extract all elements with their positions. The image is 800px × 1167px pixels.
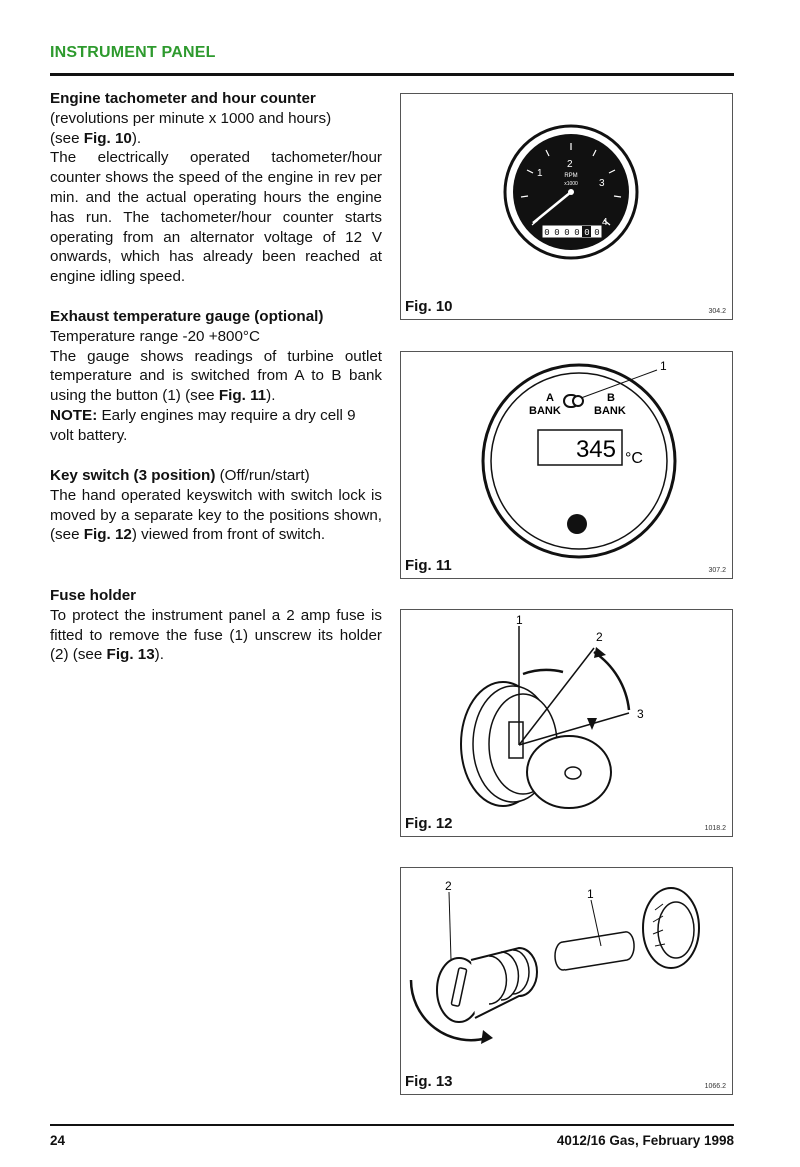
figure-11 [400, 351, 733, 579]
page-number: 24 [50, 1133, 66, 1148]
tach-scale-label: 2 [567, 159, 573, 170]
hour-digit: 0 [544, 228, 550, 238]
figure-code: 1018.2 [704, 825, 726, 832]
figure-caption: Fig. 10 [405, 298, 453, 315]
bank-b-label: BANK [594, 405, 626, 417]
note-label: NOTE: [50, 406, 98, 424]
page-header: INSTRUMENT PANEL [50, 44, 216, 61]
footer-rule [50, 1124, 734, 1126]
section-key-switch [50, 466, 382, 545]
header-rule [50, 73, 734, 76]
label-b: B [607, 392, 615, 404]
temperature-reading: 345 [575, 436, 616, 463]
hour-digit: 0 [564, 228, 570, 238]
hour-digit: 0 [574, 228, 580, 238]
note: NOTE: Early engines may require a dry cell 9 volt battery. [50, 406, 356, 444]
key-switch-illustration [401, 610, 732, 836]
figure-code: 307.2 [708, 567, 726, 574]
tach-scale-label: 4 [602, 217, 608, 228]
fig-ref[interactable]: Fig. 10 [83, 129, 132, 147]
fig-ref[interactable]: Fig. 11 [218, 387, 267, 405]
section-subtitle: (revolutions per minute x 1000 and hours) [50, 109, 332, 127]
document-id: 4012/16 Gas, February 1998 [556, 1133, 734, 1148]
section-subtitle: Temperature range -20 +800°C [50, 327, 260, 345]
figure-13 [400, 867, 733, 1095]
tach-scale-label: 3 [599, 178, 605, 189]
figure-code: 1066.2 [704, 1083, 726, 1090]
fuse-holder-illustration [401, 868, 732, 1094]
figure-10 [400, 93, 733, 320]
section-title: Engine tachometer and hour counter [50, 90, 316, 107]
fig-ref[interactable]: Fig. 12 [83, 526, 132, 544]
callout-number: 1 [516, 613, 523, 627]
section-fuse-holder [50, 586, 382, 665]
temperature-unit: °C [625, 450, 643, 467]
indicator-dot [567, 514, 587, 534]
section-title: Exhaust temperature gauge (optional) [50, 308, 324, 325]
figure-code: 304.2 [708, 308, 726, 315]
section-body: The electrically operated tachometer/hour counter shows the speed of the engine in rev per min. and the actual operating hours the engine has run. The tachometer/hour counter starts operating from an alternator voltage of 12 V onwards, which has already been reached at engine idling speed. [50, 149, 382, 286]
section-body: To protect the instrument panel a 2 amp fuse is fitted to remove the fuse (1) unscrew its holder (2) (see Fig. 13). [50, 606, 382, 664]
section-title: Key switch (3 position) (Off/run/start) [50, 467, 310, 484]
callout-number: 2 [445, 879, 452, 893]
key-blade [509, 722, 523, 758]
fig-ref[interactable]: Fig. 13 [106, 646, 155, 664]
bank-a-label: BANK [529, 405, 561, 417]
callout-number: 1 [587, 887, 594, 901]
figure-caption: Fig. 13 [405, 1073, 453, 1090]
hour-digit: 0 [594, 228, 600, 238]
figure-caption: Fig. 11 [405, 557, 452, 574]
hour-digit: 0 [584, 228, 590, 238]
figure-reference-line: (see Fig. 10). [50, 129, 142, 147]
figure-12 [400, 609, 733, 837]
callout-number: 1 [660, 359, 667, 373]
callout-number: 2 [596, 630, 603, 644]
section-body: The gauge shows readings of turbine outlet temperature and is switched from A to B bank using the button (1) (see Fig. 11). [50, 347, 382, 405]
section-title: Fuse holder [50, 587, 137, 604]
callout-number: 3 [637, 707, 644, 721]
figure-caption: Fig. 12 [405, 815, 453, 832]
tach-sub-label: x1000 [564, 181, 578, 187]
tachometer-illustration [401, 94, 732, 319]
tach-unit-label: RPM [564, 173, 578, 179]
tach-scale-label: 1 [537, 168, 543, 179]
exhaust-gauge-illustration [401, 352, 732, 578]
label-a: A [546, 392, 554, 404]
section-exhaust-gauge [50, 307, 382, 446]
section-tachometer [50, 89, 382, 287]
hour-digit: 0 [554, 228, 560, 238]
hour-counter [542, 225, 602, 238]
rotation-arrow [594, 652, 629, 710]
section-body: The hand operated keyswitch with switch lock is moved by a separate key to the positions shown, (see Fig. 12) viewed from front of switch. [50, 486, 382, 544]
